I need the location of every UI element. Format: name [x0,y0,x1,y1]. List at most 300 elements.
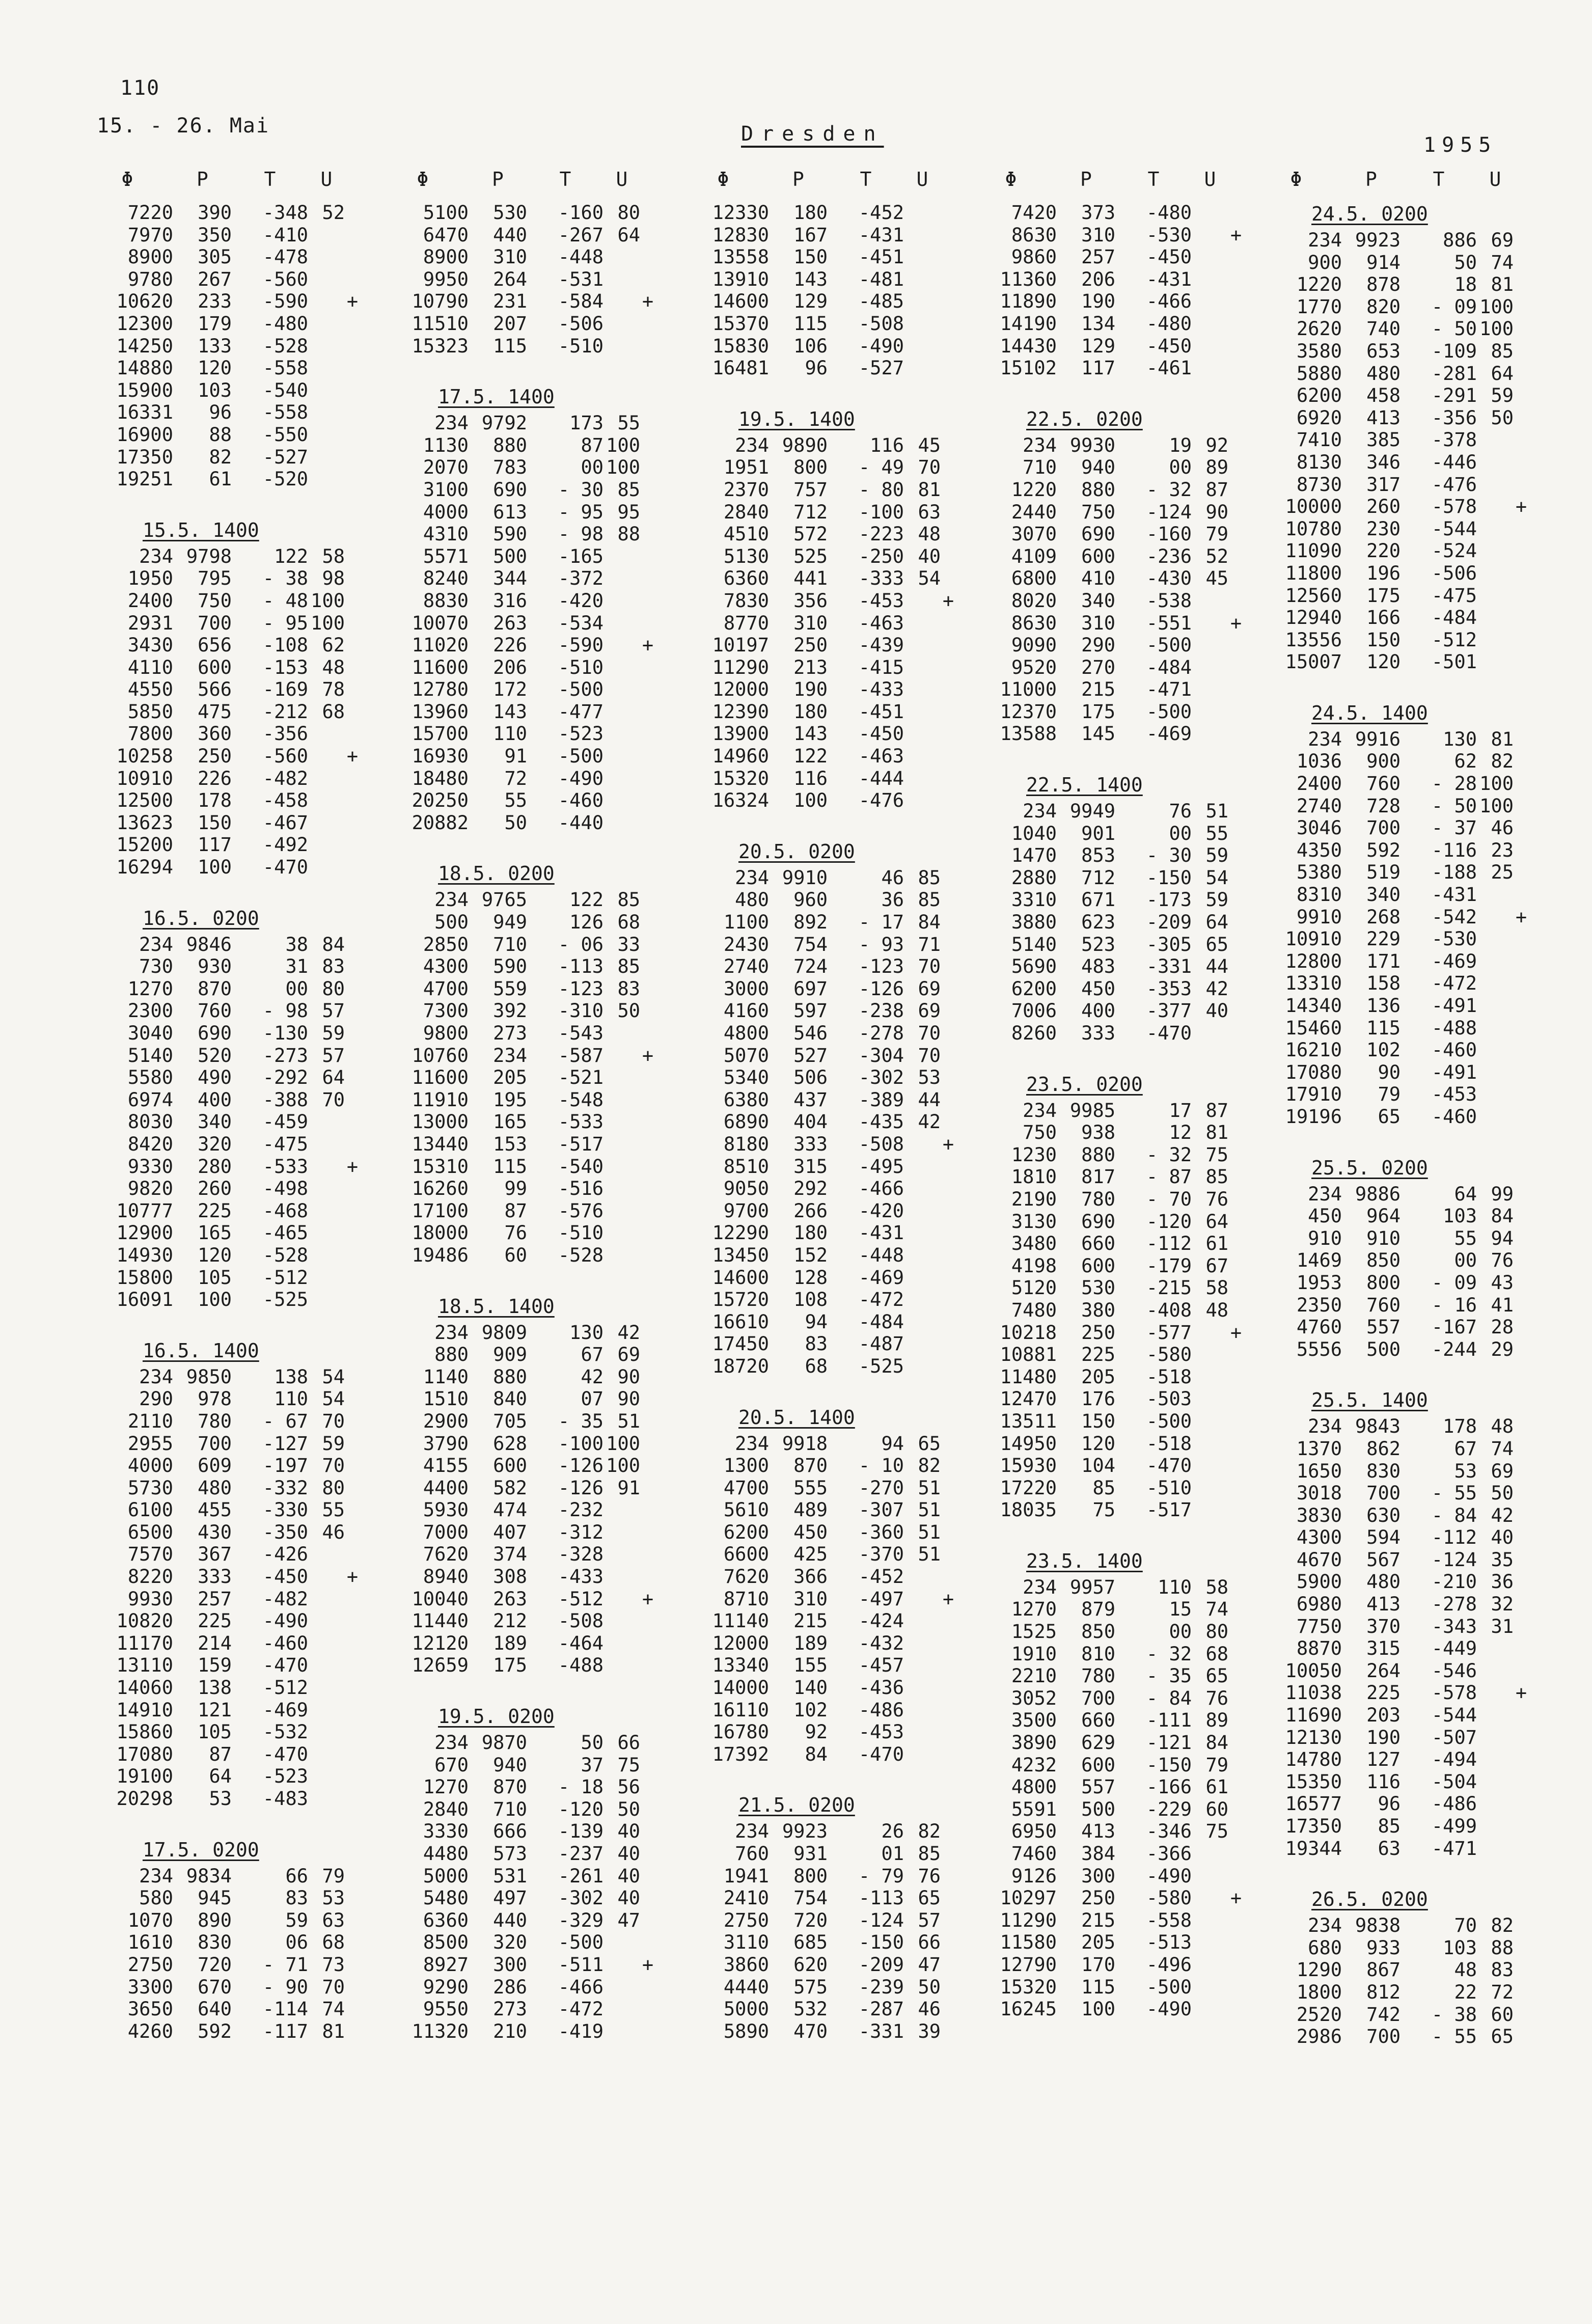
height-value: 14910 [116,1699,173,1721]
humidity-value: 35 [1491,1548,1514,1571]
temperature-value: -503 [1146,1388,1192,1410]
humidity-value: 98 [322,567,345,590]
height-value: 4110 [127,656,173,678]
mark [345,934,360,956]
temperature-value: -124 [1431,1548,1477,1571]
pressure-value: 9834 [186,1865,232,1887]
humidity-value [308,1111,345,1133]
height-value: 9520 [1011,656,1057,678]
temperature-value: -512 [262,1677,308,1699]
table-row [677,1499,963,1521]
mark [345,567,360,590]
sounding-time-title: 22.5. 0200 [1026,407,1143,430]
humidity-value [308,379,345,402]
temperature-value: -518 [1146,1365,1192,1388]
mark [640,1067,655,1089]
mark [345,1388,360,1410]
pressure-value: 9910 [782,866,828,889]
mark [1514,252,1529,274]
height-value: 7006 [1011,1000,1057,1022]
table-row [377,523,662,545]
humidity-value [308,1743,345,1766]
temperature-value: -331 [1146,955,1192,978]
table-row [81,1721,367,1743]
mark [941,1721,956,1743]
pressure-value: 384 [1081,1843,1115,1865]
pressure-value: 9792 [481,412,527,434]
humidity-value [1477,651,1514,673]
height-value: 4800 [723,1022,769,1044]
height-value: 8927 [423,1953,469,1976]
temperature-value: -458 [262,789,308,812]
humidity-value: 90 [617,1388,640,1410]
pressure-value: 305 [198,246,232,268]
mark [640,1610,655,1632]
humidity-value: 75 [1205,1143,1228,1166]
temperature-value: - 38 [262,567,308,590]
pressure-value: 812 [1366,1981,1401,2003]
pressure-value: 690 [1081,1210,1115,1233]
column-header-label: U [1204,168,1216,190]
pressure-value: 700 [198,612,232,634]
pressure-value: 68 [805,1355,828,1377]
pressure-value: 853 [1081,844,1115,867]
column-header-label: P [197,168,208,190]
table-row [677,612,963,635]
height-value: 10620 [116,290,173,313]
temperature-value: -523 [558,723,603,745]
table-row [1250,229,1535,252]
pressure-value: 437 [793,1088,828,1111]
humidity-value: 82 [1491,1915,1514,1937]
sounding-time-title: 15.5. 1400 [143,518,259,541]
table-row [965,1211,1250,1233]
humidity-value [1192,1433,1228,1455]
humidity-value: 76 [1205,1188,1228,1210]
height-value: 17910 [1285,1083,1342,1106]
temperature-value: -450 [858,723,904,745]
pressure-value: 850 [1366,1249,1401,1272]
humidity-value: 51 [918,1521,941,1543]
temperature-value: -467 [262,811,308,834]
table-row [377,224,662,247]
table-row [377,412,662,434]
pressure-value: 795 [198,567,232,590]
height-value: 15007 [1285,651,1342,673]
table-row [1250,1593,1535,1616]
humidity-value: 61 [1205,1233,1228,1255]
mark [941,889,956,911]
height-value: 15102 [1000,357,1057,379]
pressure-value: 870 [493,1776,527,1798]
mark [345,1909,360,1932]
table-row [1250,429,1535,451]
mark [345,1865,360,1888]
table-row [81,1654,367,1677]
table-row [377,612,662,635]
height-value: 234 [735,1820,769,1843]
temperature-value: 110 [274,1388,308,1410]
pressure-value: 268 [1366,906,1401,928]
table-row [377,812,662,834]
mark [1228,1388,1244,1410]
temperature-value: -471 [1146,678,1192,701]
table-row [965,313,1250,335]
humidity-value: 39 [918,2020,941,2042]
pressure-value: 620 [793,1953,828,1976]
temperature-value: -542 [1431,906,1477,928]
humidity-value [904,1677,941,1699]
mark [345,1244,360,1267]
mark [345,978,360,1000]
humidity-value: 100 [606,434,640,456]
table-row [965,1598,1250,1621]
temperature-value: 116 [870,434,904,456]
humidity-value [1192,1976,1228,1999]
temperature-value: -483 [262,1788,308,1810]
table-row [377,889,662,911]
humidity-value: 76 [918,1865,941,1887]
table-row [1250,296,1535,318]
pressure-value: 870 [793,1455,828,1477]
table-row [677,1677,963,1699]
humidity-value: 41 [1491,1294,1514,1316]
temperature-value: -470 [262,1743,308,1765]
height-value: 13588 [1000,723,1057,745]
temperature-value: 103 [1443,1936,1477,1959]
table-row [965,1000,1250,1022]
temperature-value: -100 [858,501,904,523]
mark [640,1178,655,1200]
pressure-value: 720 [793,1909,828,1931]
pressure-value: 145 [1081,723,1115,745]
pressure-value: 116 [1366,1770,1401,1793]
humidity-value: 23 [1491,839,1514,861]
temperature-value: -497 [858,1588,904,1610]
table-row [965,612,1250,635]
table-row [377,1909,662,1932]
humidity-value [1192,313,1228,335]
pressure-value: 72 [504,767,527,789]
temperature-value: -491 [1431,995,1477,1017]
mark [1514,795,1529,817]
height-value: 11480 [1000,1365,1057,1388]
height-value: 10050 [1285,1659,1342,1682]
temperature-value: -150 [1146,1754,1192,1776]
height-value: 16110 [712,1699,769,1721]
pressure-value: 901 [1081,822,1115,844]
height-value: 12790 [1000,1953,1057,1976]
table-row [81,1765,367,1788]
height-value: 9950 [423,268,469,290]
temperature-value: -449 [1431,1637,1477,1660]
mark [640,1433,655,1455]
height-value: 6470 [423,224,469,246]
pressure-value: 760 [198,1000,232,1022]
humidity-value: 69 [918,977,941,1000]
mark [941,1677,956,1699]
temperature-value: -408 [1146,1299,1192,1321]
humidity-value [1477,607,1514,629]
table-row [81,1222,367,1244]
humidity-value: 66 [918,1931,941,1954]
height-value: 15860 [116,1721,173,1743]
height-value: 15900 [116,379,173,401]
mark [345,1455,360,1477]
pressure-value: 945 [198,1887,232,1909]
height-value: 12470 [1000,1388,1057,1410]
height-value: 9860 [1011,246,1057,268]
temperature-value: -558 [1146,1909,1192,1931]
table-row [1250,1748,1535,1771]
height-value: 12830 [712,224,769,246]
height-value: 4300 [1296,1526,1342,1549]
height-value: 3790 [423,1432,469,1455]
height-value: 1910 [1011,1643,1057,1665]
temperature-value: -150 [858,1931,904,1954]
table-row [1250,562,1535,585]
temperature-value: -472 [558,1998,603,2020]
pressure-value: 205 [1081,1365,1115,1388]
mark [640,1244,655,1267]
temperature-value: -580 [1146,1887,1192,1909]
mark [1514,750,1529,773]
humidity-value: 74 [322,1998,345,2020]
mark [640,1798,655,1821]
temperature-value: -470 [262,856,308,879]
table-row [1250,407,1535,429]
pressure-value: 530 [493,202,527,224]
temperature-value: -419 [558,2020,603,2042]
humidity-value: 83 [322,955,345,978]
humidity-value: 42 [1491,1504,1514,1526]
table-row [965,1322,1250,1344]
temperature-value: -287 [858,1998,904,2020]
height-value: 16260 [411,1178,469,1200]
sounding-block [1250,202,1535,673]
height-value: 16091 [116,1289,173,1311]
humidity-value [904,202,941,224]
mark: + [1515,906,1527,928]
column-header [377,168,662,202]
temperature-value: - 17 [858,911,904,934]
humidity-value [308,424,345,446]
height-value: 5880 [1296,362,1342,385]
mark [640,1887,655,1909]
table-row [1250,274,1535,296]
height-value: 7830 [723,589,769,612]
pressure-value: 215 [1081,1909,1115,1931]
humidity-value [603,2020,640,2043]
height-value: 10910 [116,767,173,789]
temperature-value: -463 [858,745,904,768]
mark [345,789,360,812]
pressure-value: 122 [793,745,828,768]
height-value: 234 [139,1365,173,1388]
height-value: 17080 [116,1743,173,1765]
temperature-value: - 30 [558,478,603,501]
humidity-value: 66 [617,1732,640,1754]
temperature-value: - 32 [1146,1143,1192,1166]
mark [1228,1344,1244,1366]
mark [1514,1616,1529,1638]
column-header-label: Φ [121,168,133,190]
table-row [81,1045,367,1067]
humidity-value [904,1610,941,1632]
temperature-value: -459 [262,1111,308,1133]
height-value: 8500 [423,1931,469,1954]
height-value: 11290 [1000,1909,1057,1931]
pressure-value: 367 [198,1543,232,1566]
table-row [1250,629,1535,651]
table-row [677,1632,963,1655]
height-value: 5000 [423,1865,469,1887]
height-value: 234 [1308,229,1342,251]
humidity-value: 32 [1491,1593,1514,1616]
pressure-value: 179 [198,312,232,335]
pressure-value: 490 [198,1067,232,1089]
mark [941,224,956,247]
mark [345,1499,360,1521]
pressure-value: 531 [493,1865,527,1887]
table-row [677,1843,963,1865]
mark [640,1200,655,1222]
sounding-block [377,385,662,834]
temperature-value: -127 [262,1432,308,1455]
height-value: 3830 [1296,1504,1342,1526]
pressure-value: 480 [1366,1571,1401,1593]
humidity-value: 40 [918,545,941,567]
table-row [377,1820,662,1843]
table-row [1250,1571,1535,1593]
table-row [377,1843,662,1865]
humidity-value [1192,1954,1228,1976]
table-row [965,1366,1250,1388]
temperature-value: 130 [1443,728,1477,750]
table-row [965,1732,1250,1754]
pressure-value: 458 [1366,385,1401,407]
height-value: 13623 [116,811,173,834]
sounding-time-title: 25.5. 0200 [1311,1156,1428,1179]
humidity-value [1477,1682,1514,1704]
pressure-value: 870 [198,977,232,1000]
pressure-value: 196 [1366,562,1401,584]
mark [1228,1732,1244,1754]
table-row [377,1610,662,1632]
humidity-value: 36 [1491,1571,1514,1593]
humidity-value [904,1156,941,1178]
table-row [965,1022,1250,1045]
mark [640,202,655,224]
humidity-value [603,1931,640,1954]
humidity-value [308,246,345,268]
pressure-value: 170 [1081,1953,1115,1976]
temperature-value: -188 [1431,861,1477,884]
height-value: 6360 [423,1909,469,1931]
pressure-value: 900 [1366,750,1401,773]
temperature-value: -113 [558,955,603,978]
table-row [1250,1526,1535,1549]
mark [1514,928,1529,950]
pressure-value: 817 [1081,1166,1115,1188]
temperature-value: - 48 [262,589,308,612]
humidity-value [904,1222,941,1244]
height-value: 19251 [116,468,173,490]
column-header-label: T [1433,168,1445,190]
sounding-block [377,1294,662,1677]
height-value: 12900 [116,1222,173,1244]
table-row [677,1222,963,1244]
mark [640,335,655,358]
humidity-value [603,745,640,768]
pressure-value: 100 [1081,1998,1115,2020]
column-header-label: T [264,168,276,190]
temperature-value: -500 [1146,634,1192,657]
temperature-value: -460 [262,1632,308,1654]
mark [1228,434,1244,457]
height-value: 10777 [116,1199,173,1222]
temperature-value: -551 [1146,612,1192,634]
humidity-value [1192,246,1228,268]
humidity-value: 53 [322,1887,345,1909]
humidity-value [603,1111,640,1133]
height-value: 16324 [712,789,769,812]
temperature-value: -112 [1146,1233,1192,1255]
humidity-value: 100 [1479,773,1514,795]
humidity-value [308,1654,345,1677]
table-row [1250,1815,1535,1838]
mark [941,1931,956,1954]
height-value: 1951 [723,456,769,479]
temperature-value: 22 [1454,1981,1477,2003]
height-value: 6800 [1011,567,1057,590]
pressure-value: 273 [493,1998,527,2020]
pressure-value: 104 [1081,1455,1115,1477]
temperature-value: -333 [858,567,904,590]
mark [345,1543,360,1566]
table-row [677,1820,963,1843]
table-row [81,745,367,768]
mark [941,978,956,1000]
mark [941,1998,956,2020]
mark [345,2020,360,2043]
mark [941,745,956,768]
mark [1514,1704,1529,1727]
table-row [81,1865,367,1888]
temperature-value: -501 [1431,651,1477,673]
column-header-label: Φ [1005,168,1017,190]
mark [1228,268,1244,291]
table-row [1250,1438,1535,1460]
mark [941,634,956,657]
pressure-value: 597 [793,1000,828,1022]
temperature-value: -590 [262,290,308,313]
temperature-value: -433 [858,678,904,701]
table-row [377,911,662,934]
pressure-value: 250 [1081,1887,1115,1909]
humidity-value: 85 [617,889,640,911]
pressure-value: 346 [1366,451,1401,473]
mark [1228,456,1244,479]
mark [1228,1709,1244,1732]
humidity-value [904,1178,941,1200]
height-value: 20250 [411,789,469,812]
mark [345,1477,360,1499]
mark [1514,861,1529,884]
temperature-value: 87 [581,434,603,456]
table-row [965,1931,1250,1954]
table-row [81,1289,367,1311]
